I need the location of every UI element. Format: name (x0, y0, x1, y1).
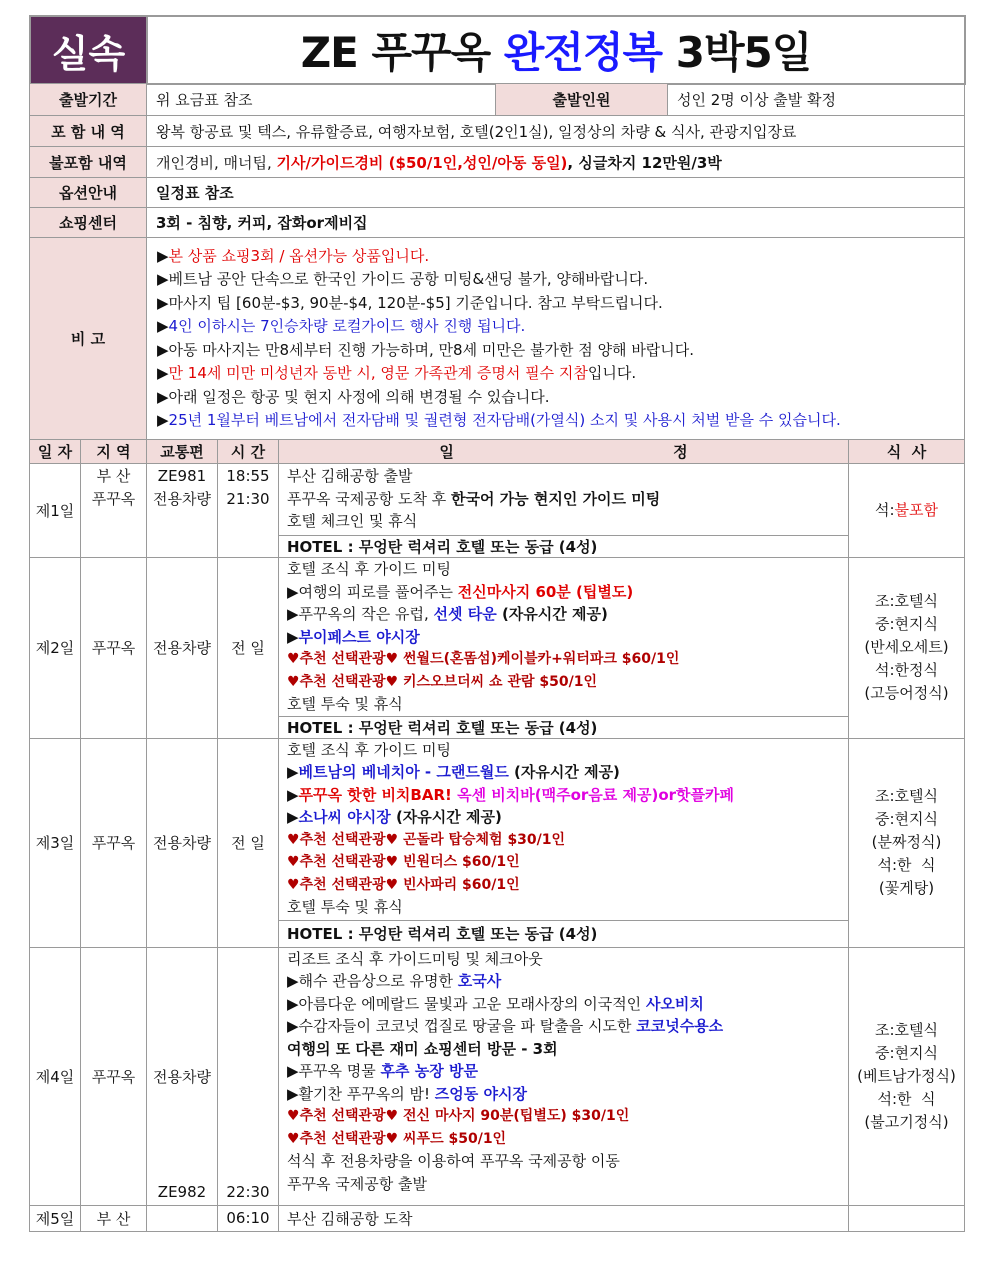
heart-icon: ♥ (287, 1130, 300, 1147)
line-text: (자유시간 제공) (390, 808, 502, 826)
arrow-icon: ▶ (287, 627, 299, 646)
itinerary-line: 호텔 투숙 및 휴식 (287, 898, 403, 916)
line-highlight: 전신마사지 60분 (팁별도) (457, 582, 634, 601)
arrow-icon: ▶ (157, 411, 169, 429)
day2-transport: 전용차량 (147, 558, 218, 739)
itinerary-line (287, 761, 848, 784)
line-highlight: 소나씨 야시장 (298, 808, 391, 826)
day3-hotel: HOTEL : 무엉탄 럭셔리 호텔 또는 동급 (4성) (279, 920, 849, 947)
itinerary-line (287, 1060, 848, 1083)
meal-highlight: 불포함 (894, 501, 939, 519)
arrow-icon: ▶ (287, 1062, 299, 1080)
day1-row (30, 464, 965, 536)
day2-hotel: HOTEL : 무엉탄 럭셔리 호텔 또는 동급 (4성) (279, 716, 849, 738)
meal-text: 석:한정식 (874, 661, 938, 680)
itinerary-line (287, 603, 848, 626)
itinerary-line (287, 648, 848, 671)
itinerary-line (287, 1128, 848, 1151)
itinerary-line: 여행의 또 다른 재미 쇼핑센터 방문 - 3회 (287, 1039, 558, 1058)
line-text: 수감자들이 코코넛 껍질로 땅굴을 파 탈출을 시도한 (298, 1017, 637, 1035)
place-text: 부 산 (96, 467, 131, 485)
day4-time: 22:30 (218, 947, 279, 1205)
arrow-icon: ▶ (157, 246, 169, 265)
itinerary-line (287, 1105, 848, 1128)
note-8 (157, 409, 958, 433)
meal-text: (꽃게탕) (878, 879, 935, 897)
exclude-label: 불포함 내역 (30, 147, 147, 178)
option-label: 추천 선택관광 (299, 854, 386, 870)
itinerary-line (287, 488, 848, 511)
arrow-icon: ▶ (287, 785, 299, 804)
col-transport: 교통편 (147, 440, 218, 464)
col-place: 지 역 (81, 440, 147, 464)
meal-text: 석:한 식 (877, 856, 936, 874)
itinerary-line: 호텔 투숙 및 휴식 (287, 695, 403, 713)
arrow-icon: ▶ (287, 972, 299, 990)
heart-icon: ♥ (385, 1130, 399, 1147)
note-text: 마사지 팁 [60분-$3, 90분-$4, 120분-$5] 기준입니다. 참고 부탁드립니다. (168, 293, 663, 312)
arrow-icon: ▶ (157, 270, 169, 288)
arrow-icon: ▶ (157, 387, 169, 406)
day1-hotel: HOTEL : 무엉탄 럭셔리 호텔 또는 동급 (4성) (279, 536, 849, 558)
line-text: 해수 관음상으로 유명한 (298, 972, 458, 990)
col-itinerary: 일 정 (279, 440, 849, 464)
arrow-icon: ▶ (287, 808, 299, 826)
itinerary-line (287, 626, 848, 649)
itinerary-line (287, 581, 848, 604)
line-highlight: 옥센 비치바(맥주or음료 제공)or핫플카페 (457, 785, 734, 804)
day1-time (218, 464, 279, 558)
departure-label: 출발기간 (30, 84, 147, 116)
line-highlight: 코코넛수용소 (636, 1017, 724, 1035)
schedule-header-row (30, 440, 965, 464)
departure-value: 위 요금표 참조 (147, 84, 496, 116)
remark-label: 비 고 (30, 238, 147, 440)
note-text: 아래 일정은 항공 및 현지 사정에 의해 변경될 수 있습니다. (168, 387, 550, 406)
exclude-part-c: , 싱글차지 12만원/3박 (567, 153, 722, 172)
line-text: 푸꾸옥 국제공항 도착 후 (287, 489, 451, 508)
day2-label: 제2일 (30, 558, 81, 739)
note-text: 25년 1월부터 베트남에서 전자담배 및 궐련형 전자담배(가열식) 소지 및 사용시 처벌 받을 수 있습니다. (168, 411, 841, 429)
schedule-table (29, 439, 965, 1232)
meal-text: (반세오세트) (864, 638, 949, 657)
note-2 (157, 268, 958, 292)
arrow-icon: ▶ (157, 340, 169, 359)
day3-label: 제3일 (30, 738, 81, 947)
transport-text: 전용차량 (153, 490, 211, 508)
day2-meal (849, 558, 965, 739)
line-highlight: 한국어 가능 현지인 가이드 미팅 (450, 489, 661, 508)
itinerary-line (287, 806, 848, 829)
day1-label: 제1일 (30, 464, 81, 558)
col-day: 일 자 (30, 440, 81, 464)
product-badge: 실속 (30, 16, 147, 84)
day4-place: 푸꾸옥 (81, 947, 147, 1205)
option-text: 씨푸드 $50/1인 (398, 1130, 507, 1147)
option-label: 추천 선택관광 (299, 831, 386, 848)
line-highlight: 선셋 타운 (433, 605, 497, 623)
meal-text: 석: (874, 501, 895, 519)
option-text: 빈원더스 $60/1인 (398, 854, 520, 870)
heart-icon: ♥ (287, 651, 300, 667)
transport-text: ZE982 (157, 1182, 207, 1201)
remark-notes (147, 238, 965, 440)
day3-row (30, 738, 965, 920)
transport-text: ZE981 (157, 467, 207, 485)
heart-icon: ♥ (385, 1108, 399, 1124)
day5-time: 06:10 (218, 1205, 279, 1231)
note-text: 4인 이하시는 7인승차량 로컬가이드 행사 진행 됩니다. (168, 317, 526, 335)
itinerary-line (287, 970, 848, 993)
day2-itinerary (279, 558, 849, 717)
option-label: 추천 선택관광 (299, 876, 386, 893)
exclude-part-a: 개인경비, 매너팁, (156, 153, 277, 172)
line-highlight: 부이페스트 야시장 (298, 627, 420, 646)
line-highlight: 사오비치 (645, 994, 704, 1013)
itinerary-line: 푸꾸옥 국제공항 출발 (287, 1174, 427, 1193)
day4-row (30, 947, 965, 1205)
itinerary-line: 석식 후 전용차량을 이용하여 푸꾸옥 국제공항 이동 (287, 1152, 620, 1170)
meal-text: (베트남가정식) (857, 1066, 956, 1085)
line-text: (자유시간 제공) (496, 605, 608, 623)
day5-meal (849, 1205, 965, 1231)
day3-place: 푸꾸옥 (81, 738, 147, 947)
line-highlight: 후추 농장 방문 (380, 1062, 478, 1080)
meal-text: 석:한 식 (877, 1089, 936, 1108)
time-text: 21:30 (226, 490, 270, 508)
day3-transport: 전용차량 (147, 738, 218, 947)
line-text: 아름다운 에메랄드 물빛과 고운 모래사장의 이국적인 (298, 994, 646, 1013)
arrow-icon: ▶ (287, 763, 299, 781)
shop-label: 쇼핑센터 (30, 208, 147, 238)
include-label: 포 함 내 역 (30, 116, 147, 147)
heart-icon: ♥ (287, 876, 300, 893)
shop-value: 3회 - 침향, 커피, 잡화or제비집 (147, 208, 965, 238)
option-label: 추천 선택관광 (299, 1108, 386, 1124)
option-text: 전신 마사지 90분(팁별도) $30/1인 (398, 1108, 630, 1124)
time-text: 18:55 (226, 467, 270, 485)
arrow-icon: ▶ (287, 1017, 299, 1035)
day1-place (81, 464, 147, 558)
arrow-icon: ▶ (157, 317, 169, 335)
meal-text: 중:현지식 (874, 1043, 938, 1062)
option-text: 곤돌라 탑승체험 $30/1인 (398, 831, 566, 848)
arrow-icon: ▶ (287, 605, 299, 623)
info-table (29, 83, 965, 440)
heart-icon: ♥ (385, 651, 399, 667)
option-label: 추천 선택관광 (299, 673, 386, 690)
heart-icon: ♥ (287, 1108, 300, 1124)
arrow-icon: ▶ (287, 1084, 299, 1103)
itinerary-line: 호텔 조식 후 가이드 미팅 (287, 740, 451, 759)
note-6 (157, 362, 958, 386)
meal-text: 조:호텔식 (874, 1020, 938, 1039)
meal-text: (분짜정식) (871, 833, 942, 851)
option-label: 옵션안내 (30, 178, 147, 208)
note-text: 아동 마사지는 만8세부터 진행 가능하며, 만8세 미만은 불가한 점 양해 바랍니다. (168, 340, 695, 359)
heart-icon: ♥ (385, 876, 399, 893)
heart-icon: ♥ (385, 831, 399, 848)
line-text: 여행의 피로를 풀어주는 (298, 582, 458, 601)
note-text: 본 상품 쇼핑3회 / 옵션가능 상품입니다. (168, 246, 430, 265)
line-text: (자유시간 제공) (508, 763, 620, 781)
day3-itinerary (279, 738, 849, 920)
day5-itinerary: 부산 김해공항 도착 (279, 1205, 849, 1231)
heart-icon: ♥ (287, 854, 300, 870)
day5-label: 제5일 (30, 1205, 81, 1231)
itinerary-line (287, 784, 848, 807)
itinerary-line (287, 874, 848, 897)
day2-place: 푸꾸옥 (81, 558, 147, 739)
day4-label: 제4일 (30, 947, 81, 1205)
line-text: 활기찬 푸꾸옥의 밤! (298, 1084, 435, 1103)
itinerary-line (287, 1083, 848, 1106)
itinerary-line (287, 993, 848, 1016)
meal-text: 중:현지식 (874, 810, 938, 828)
title-part-a: ZE 푸꾸옥 (300, 28, 504, 77)
itinerary-line: 부산 김해공항 출발 (287, 467, 413, 485)
arrow-icon: ▶ (157, 364, 169, 382)
heart-icon: ♥ (385, 673, 399, 690)
people-value: 성인 2명 이상 출발 확정 (668, 84, 965, 116)
day3-meal (849, 738, 965, 947)
itinerary-line (287, 851, 848, 874)
line-text: 푸꾸옥 명물 (298, 1062, 381, 1080)
arrow-icon: ▶ (287, 994, 299, 1013)
option-text: 빈사파리 $60/1인 (398, 876, 520, 893)
note-3 (157, 292, 958, 316)
day2-time: 전 일 (218, 558, 279, 739)
day5-row (30, 1205, 965, 1231)
heart-icon: ♥ (287, 673, 300, 690)
day5-place: 부 산 (81, 1205, 147, 1231)
line-highlight: 즈엉동 야시장 (434, 1084, 527, 1103)
note-4 (157, 315, 958, 339)
day1-itinerary (279, 464, 849, 536)
day1-transport (147, 464, 218, 558)
title-part-c: 3박5일 (662, 28, 812, 77)
note-text-suffix: 입니다. (587, 364, 637, 382)
note-7 (157, 386, 958, 410)
heart-icon: ♥ (287, 831, 300, 848)
itinerary-line (287, 829, 848, 852)
people-label: 출발인원 (496, 84, 668, 116)
itinerary-line: 호텔 체크인 및 휴식 (287, 512, 418, 530)
exclude-value (147, 147, 965, 178)
col-time: 시 간 (218, 440, 279, 464)
title-part-b: 완전정복 (503, 28, 663, 77)
place-text: 푸꾸옥 (91, 490, 136, 508)
note-text: 베트남 공안 단속으로 한국인 가이드 공항 미팅&샌딩 불가, 양해바랍니다. (168, 270, 649, 288)
line-highlight: 푸꾸옥 핫한 비치BAR! (298, 785, 458, 804)
meal-text: 조:호텔식 (874, 787, 938, 805)
line-highlight: 호국사 (457, 972, 502, 990)
day1-meal (849, 464, 965, 558)
title-table (29, 15, 966, 85)
arrow-icon: ▶ (157, 293, 169, 312)
heart-icon: ♥ (385, 854, 399, 870)
day4-meal (849, 947, 965, 1205)
option-label: 추천 선택관광 (299, 1130, 386, 1147)
meal-text: (고등어정식) (864, 684, 949, 703)
include-value: 왕복 항공료 및 텍스, 유류할증료, 여행자보험, 호텔(2인1실), 일정상의 차량 & 식사, 관광지입장료 (147, 116, 965, 147)
meal-text: 중:현지식 (874, 615, 938, 634)
day2-row (30, 558, 965, 717)
day4-itinerary (279, 947, 849, 1205)
option-text: 키스오브더씨 쇼 관람 $50/1인 (398, 673, 597, 690)
line-highlight: 베트남의 베네치아 - 그랜드월드 (298, 763, 509, 781)
option-text: 썬월드(혼똠섬)케이블카+워터파크 $60/1인 (398, 651, 680, 667)
option-value: 일정표 참조 (147, 178, 965, 208)
option-label: 추천 선택관광 (299, 651, 386, 667)
day4-transport (147, 947, 218, 1205)
day5-transport (147, 1205, 218, 1231)
note-text: 만 14세 미만 미성년자 동반 시, 영문 가족관계 증명서 필수 지참 (168, 364, 588, 382)
itinerary-line: 리조트 조식 후 가이드미팅 및 체크아웃 (287, 949, 543, 968)
itinerary-line (287, 671, 848, 694)
transport-text: 전용차량 (153, 1067, 211, 1086)
meal-text: 조:호텔식 (874, 592, 938, 611)
itinerary-line: 호텔 조식 후 가이드 미팅 (287, 560, 451, 578)
line-text: 푸꾸옥의 작은 유럽, (298, 605, 434, 623)
itinerary-line (287, 1015, 848, 1038)
meal-text: (불고기정식) (864, 1112, 949, 1131)
exclude-part-b: 기사/가이드경비 ($50/1인,성인/아동 동일) (276, 153, 568, 172)
note-5 (157, 339, 958, 363)
day3-time: 전 일 (218, 738, 279, 947)
note-1 (157, 245, 958, 269)
page-title (147, 16, 965, 84)
arrow-icon: ▶ (287, 582, 299, 601)
col-meal: 식 사 (849, 440, 965, 464)
